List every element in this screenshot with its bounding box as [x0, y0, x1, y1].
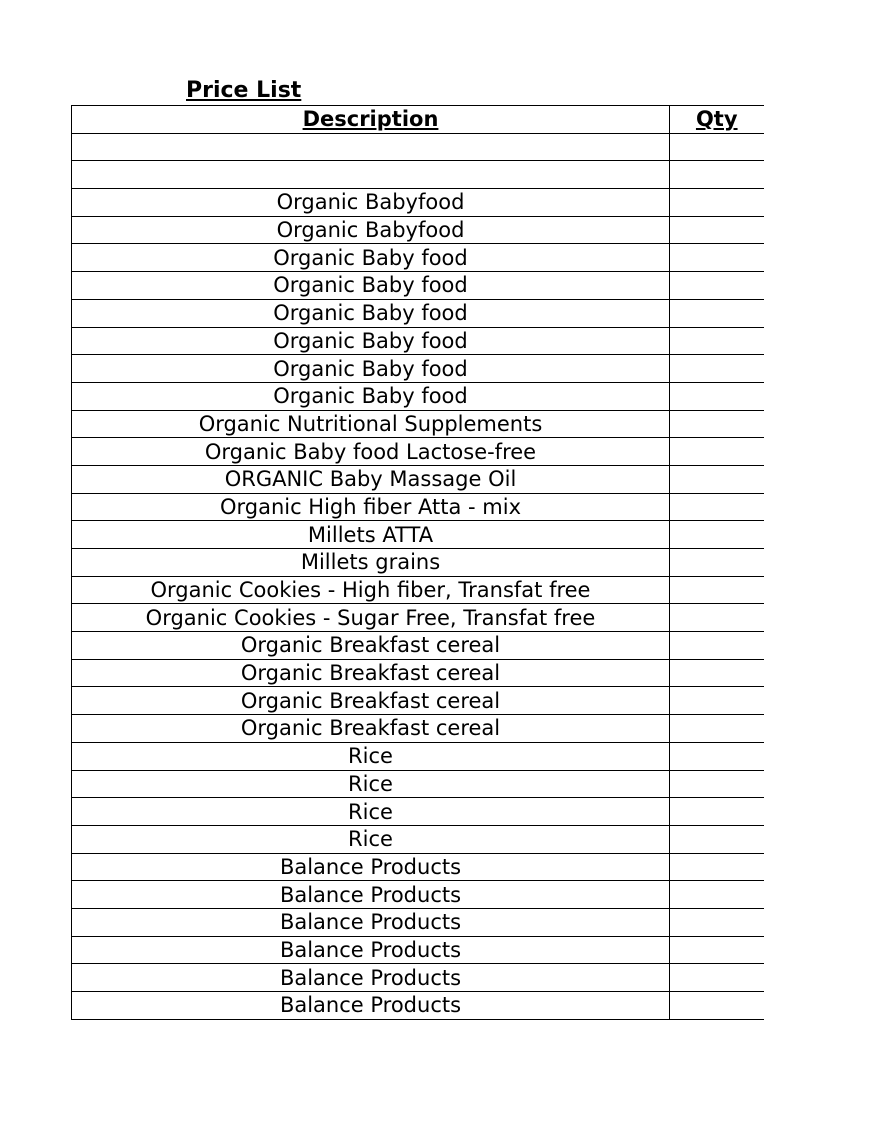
- price-list-table: [71, 105, 764, 1020]
- cell-description[interactable]: Organic High fiber Atta - mix: [72, 493, 670, 521]
- table-row: [72, 992, 764, 1020]
- cell-description[interactable]: Balance Products: [72, 936, 670, 964]
- cell-description[interactable]: Rice: [72, 742, 670, 770]
- cell-description[interactable]: Rice: [72, 798, 670, 826]
- table-row: [72, 410, 764, 438]
- cell-qty[interactable]: [670, 770, 764, 798]
- cell-description[interactable]: Organic Nutritional Supplements: [72, 410, 670, 438]
- cell-qty[interactable]: [670, 742, 764, 770]
- cell-description[interactable]: Millets grains: [72, 549, 670, 577]
- cell-qty[interactable]: [670, 521, 764, 549]
- table-row: [72, 244, 764, 272]
- table-row: [72, 382, 764, 410]
- cell-description[interactable]: Organic Breakfast cereal: [72, 715, 670, 743]
- cell-qty[interactable]: [670, 438, 764, 466]
- cell-qty[interactable]: [670, 659, 764, 687]
- cell-qty[interactable]: [670, 355, 764, 383]
- table-row: [72, 161, 764, 189]
- cell-qty[interactable]: [670, 992, 764, 1020]
- cell-description[interactable]: Organic Baby food: [72, 299, 670, 327]
- table-row: [72, 742, 764, 770]
- cell-description[interactable]: Organic Baby food: [72, 272, 670, 300]
- cell-description[interactable]: Organic Cookies - Sugar Free, Transfat free: [72, 604, 670, 632]
- cell-qty[interactable]: [670, 382, 764, 410]
- table-row: [72, 299, 764, 327]
- cell-description[interactable]: Millets ATTA: [72, 521, 670, 549]
- table-row: [72, 632, 764, 660]
- cell-qty[interactable]: [670, 244, 764, 272]
- table-row: [72, 521, 764, 549]
- table-body: [72, 133, 764, 1019]
- table-row: [72, 189, 764, 217]
- table-row: [72, 715, 764, 743]
- cell-qty[interactable]: [670, 493, 764, 521]
- cell-description[interactable]: Organic Baby food: [72, 327, 670, 355]
- cell-description[interactable]: Organic Cookies - High fiber, Transfat free: [72, 576, 670, 604]
- cell-description[interactable]: Organic Baby food: [72, 355, 670, 383]
- table-row: [72, 272, 764, 300]
- cell-description[interactable]: Organic Babyfood: [72, 216, 670, 244]
- cell-description[interactable]: ORGANIC Baby Massage Oil: [72, 465, 670, 493]
- cell-description[interactable]: Balance Products: [72, 992, 670, 1020]
- cell-description[interactable]: Rice: [72, 825, 670, 853]
- cell-qty[interactable]: [670, 687, 764, 715]
- table-row: [72, 549, 764, 577]
- cell-description[interactable]: Organic Baby food: [72, 244, 670, 272]
- header-description: Description: [72, 106, 670, 134]
- cell-qty[interactable]: [670, 604, 764, 632]
- table-row: [72, 964, 764, 992]
- cell-description[interactable]: [72, 161, 670, 189]
- cell-qty[interactable]: [670, 632, 764, 660]
- table-header-row: [72, 106, 764, 134]
- table-row: [72, 908, 764, 936]
- table-row: [72, 604, 764, 632]
- table-row: [72, 327, 764, 355]
- table-row: [72, 687, 764, 715]
- table-row: [72, 825, 764, 853]
- table-row: [72, 133, 764, 161]
- header-qty: Qty: [670, 106, 764, 134]
- table-row: [72, 798, 764, 826]
- cell-qty[interactable]: [670, 465, 764, 493]
- cell-qty[interactable]: [670, 272, 764, 300]
- cell-qty[interactable]: [670, 189, 764, 217]
- page-title: Price List: [186, 78, 302, 103]
- table-row: [72, 493, 764, 521]
- cell-qty[interactable]: [670, 549, 764, 577]
- cell-qty[interactable]: [670, 133, 764, 161]
- table-row: [72, 216, 764, 244]
- table-row: [72, 576, 764, 604]
- cell-qty[interactable]: [670, 216, 764, 244]
- table-row: [72, 438, 764, 466]
- cell-qty[interactable]: [670, 299, 764, 327]
- table-row: [72, 881, 764, 909]
- table-row: [72, 770, 764, 798]
- cell-description[interactable]: Organic Babyfood: [72, 189, 670, 217]
- cell-qty[interactable]: [670, 798, 764, 826]
- cell-description[interactable]: Organic Baby food: [72, 382, 670, 410]
- cell-description[interactable]: [72, 133, 670, 161]
- cell-qty[interactable]: [670, 936, 764, 964]
- table-row: [72, 936, 764, 964]
- cell-description[interactable]: Organic Breakfast cereal: [72, 632, 670, 660]
- cell-description[interactable]: Balance Products: [72, 964, 670, 992]
- cell-qty[interactable]: [670, 576, 764, 604]
- cell-qty[interactable]: [670, 853, 764, 881]
- cell-description[interactable]: Balance Products: [72, 908, 670, 936]
- table-row: [72, 853, 764, 881]
- table-row: [72, 659, 764, 687]
- cell-description[interactable]: Balance Products: [72, 881, 670, 909]
- cell-qty[interactable]: [670, 161, 764, 189]
- cell-description[interactable]: Organic Baby food Lactose-free: [72, 438, 670, 466]
- table-row: [72, 465, 764, 493]
- cell-qty[interactable]: [670, 327, 764, 355]
- cell-qty[interactable]: [670, 881, 764, 909]
- table-row: [72, 355, 764, 383]
- cell-description[interactable]: Organic Breakfast cereal: [72, 659, 670, 687]
- cell-qty[interactable]: [670, 410, 764, 438]
- cell-description[interactable]: Balance Products: [72, 853, 670, 881]
- cell-description[interactable]: Rice: [72, 770, 670, 798]
- cell-qty[interactable]: [670, 964, 764, 992]
- cell-qty[interactable]: [670, 825, 764, 853]
- cell-description[interactable]: Organic Breakfast cereal: [72, 687, 670, 715]
- cell-qty[interactable]: [670, 715, 764, 743]
- cell-qty[interactable]: [670, 908, 764, 936]
